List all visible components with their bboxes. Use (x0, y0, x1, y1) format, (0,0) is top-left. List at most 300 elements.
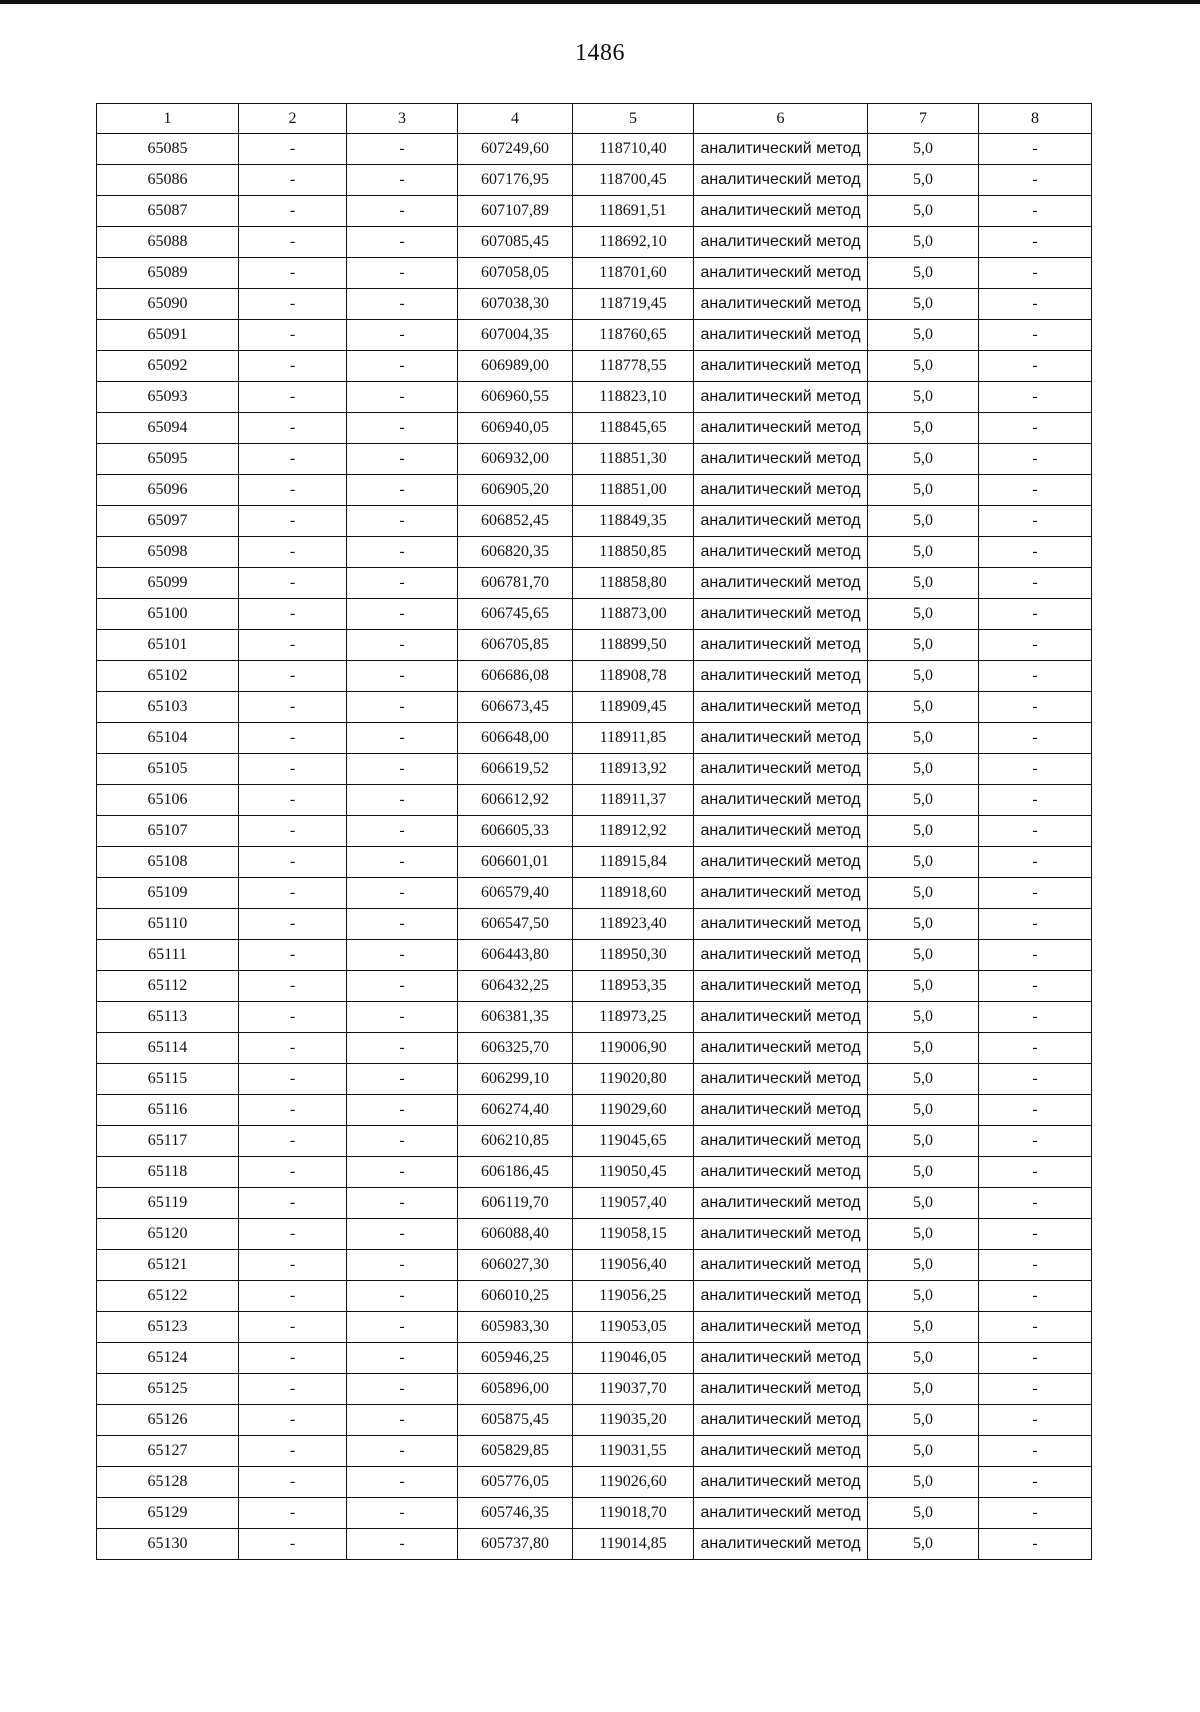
point-number-cell: 65118 (97, 1157, 239, 1188)
table-row (97, 1002, 1092, 1033)
table-row (97, 351, 1092, 382)
col8-value-cell: - (979, 723, 1092, 754)
method-cell: аналитический метод (694, 1250, 868, 1281)
x-coordinate-cell: 606579,40 (458, 878, 573, 909)
col2-value-cell: - (239, 1467, 347, 1498)
x-coordinate-cell: 606010,25 (458, 1281, 573, 1312)
col2-value-cell: - (239, 1374, 347, 1405)
col8-value-cell: - (979, 1343, 1092, 1374)
x-coordinate-cell: 605946,25 (458, 1343, 573, 1374)
table-row (97, 165, 1092, 196)
point-number-cell: 65126 (97, 1405, 239, 1436)
x-coordinate-cell: 606820,35 (458, 537, 573, 568)
col2-value-cell: - (239, 1250, 347, 1281)
col8-value-cell: - (979, 1219, 1092, 1250)
point-number-cell: 65114 (97, 1033, 239, 1064)
y-coordinate-cell: 118911,37 (573, 785, 694, 816)
point-number-cell: 65112 (97, 971, 239, 1002)
method-cell: аналитический метод (694, 971, 868, 1002)
col2-value-cell: - (239, 134, 347, 165)
accuracy-cell: 5,0 (868, 1126, 979, 1157)
table-row (97, 723, 1092, 754)
col2-value-cell: - (239, 382, 347, 413)
col8-value-cell: - (979, 1188, 1092, 1219)
col8-value-cell: - (979, 1250, 1092, 1281)
top-rule (0, 0, 1200, 4)
col3-value-cell: - (347, 1343, 458, 1374)
y-coordinate-cell: 119058,15 (573, 1219, 694, 1250)
x-coordinate-cell: 606960,55 (458, 382, 573, 413)
col8-value-cell: - (979, 1064, 1092, 1095)
y-coordinate-cell: 118909,45 (573, 692, 694, 723)
table-row (97, 630, 1092, 661)
point-number-cell: 65106 (97, 785, 239, 816)
col3-value-cell: - (347, 382, 458, 413)
col8-value-cell: - (979, 1374, 1092, 1405)
col2-value-cell: - (239, 1281, 347, 1312)
x-coordinate-cell: 605829,85 (458, 1436, 573, 1467)
col3-value-cell: - (347, 909, 458, 940)
col3-value-cell: - (347, 134, 458, 165)
col2-value-cell: - (239, 165, 347, 196)
x-coordinate-cell: 606432,25 (458, 971, 573, 1002)
y-coordinate-cell: 118760,65 (573, 320, 694, 351)
col3-value-cell: - (347, 1002, 458, 1033)
accuracy-cell: 5,0 (868, 971, 979, 1002)
x-coordinate-cell: 606673,45 (458, 692, 573, 723)
point-number-cell: 65129 (97, 1498, 239, 1529)
method-cell: аналитический метод (694, 909, 868, 940)
table-row (97, 1064, 1092, 1095)
point-number-cell: 65097 (97, 506, 239, 537)
col3-value-cell: - (347, 599, 458, 630)
col2-value-cell: - (239, 1498, 347, 1529)
point-number-cell: 65123 (97, 1312, 239, 1343)
point-number-cell: 65109 (97, 878, 239, 909)
method-cell: аналитический метод (694, 320, 868, 351)
col8-value-cell: - (979, 661, 1092, 692)
accuracy-cell: 5,0 (868, 165, 979, 196)
method-cell: аналитический метод (694, 1312, 868, 1343)
method-cell: аналитический метод (694, 1033, 868, 1064)
column-header-5: 5 (573, 104, 694, 134)
point-number-cell: 65105 (97, 754, 239, 785)
point-number-cell: 65130 (97, 1529, 239, 1560)
col8-value-cell: - (979, 289, 1092, 320)
point-number-cell: 65107 (97, 816, 239, 847)
accuracy-cell: 5,0 (868, 816, 979, 847)
y-coordinate-cell: 119014,85 (573, 1529, 694, 1560)
point-number-cell: 65087 (97, 196, 239, 227)
col3-value-cell: - (347, 816, 458, 847)
col2-value-cell: - (239, 1126, 347, 1157)
method-cell: аналитический метод (694, 413, 868, 444)
x-coordinate-cell: 605737,80 (458, 1529, 573, 1560)
table-row (97, 227, 1092, 258)
accuracy-cell: 5,0 (868, 692, 979, 723)
x-coordinate-cell: 607176,95 (458, 165, 573, 196)
method-cell: аналитический метод (694, 940, 868, 971)
point-number-cell: 65085 (97, 134, 239, 165)
col3-value-cell: - (347, 351, 458, 382)
col2-value-cell: - (239, 413, 347, 444)
y-coordinate-cell: 119006,90 (573, 1033, 694, 1064)
x-coordinate-cell: 606381,35 (458, 1002, 573, 1033)
x-coordinate-cell: 606605,33 (458, 816, 573, 847)
point-number-cell: 65093 (97, 382, 239, 413)
y-coordinate-cell: 118851,30 (573, 444, 694, 475)
col3-value-cell: - (347, 1436, 458, 1467)
y-coordinate-cell: 119020,80 (573, 1064, 694, 1095)
col2-value-cell: - (239, 754, 347, 785)
method-cell: аналитический метод (694, 816, 868, 847)
y-coordinate-cell: 118918,60 (573, 878, 694, 909)
y-coordinate-cell: 118691,51 (573, 196, 694, 227)
col2-value-cell: - (239, 1002, 347, 1033)
x-coordinate-cell: 606932,00 (458, 444, 573, 475)
col3-value-cell: - (347, 1529, 458, 1560)
x-coordinate-cell: 607249,60 (458, 134, 573, 165)
method-cell: аналитический метод (694, 1064, 868, 1095)
col8-value-cell: - (979, 630, 1092, 661)
method-cell: аналитический метод (694, 1405, 868, 1436)
method-cell: аналитический метод (694, 537, 868, 568)
x-coordinate-cell: 606686,08 (458, 661, 573, 692)
accuracy-cell: 5,0 (868, 785, 979, 816)
col8-value-cell: - (979, 196, 1092, 227)
y-coordinate-cell: 118710,40 (573, 134, 694, 165)
col8-value-cell: - (979, 971, 1092, 1002)
col3-value-cell: - (347, 1126, 458, 1157)
col3-value-cell: - (347, 196, 458, 227)
table-row (97, 1157, 1092, 1188)
x-coordinate-cell: 605776,05 (458, 1467, 573, 1498)
x-coordinate-cell: 606852,45 (458, 506, 573, 537)
y-coordinate-cell: 119056,40 (573, 1250, 694, 1281)
column-header-2: 2 (239, 104, 347, 134)
col3-value-cell: - (347, 568, 458, 599)
method-cell: аналитический метод (694, 258, 868, 289)
table-row (97, 1374, 1092, 1405)
method-cell: аналитический метод (694, 785, 868, 816)
accuracy-cell: 5,0 (868, 1219, 979, 1250)
col2-value-cell: - (239, 537, 347, 568)
table-row (97, 537, 1092, 568)
table-row (97, 847, 1092, 878)
y-coordinate-cell: 119050,45 (573, 1157, 694, 1188)
col8-value-cell: - (979, 1002, 1092, 1033)
x-coordinate-cell: 606325,70 (458, 1033, 573, 1064)
method-cell: аналитический метод (694, 847, 868, 878)
col8-value-cell: - (979, 878, 1092, 909)
table-row (97, 1405, 1092, 1436)
x-coordinate-cell: 606443,80 (458, 940, 573, 971)
accuracy-cell: 5,0 (868, 1188, 979, 1219)
table-row (97, 1219, 1092, 1250)
table-row (97, 320, 1092, 351)
y-coordinate-cell: 118912,92 (573, 816, 694, 847)
col3-value-cell: - (347, 971, 458, 1002)
accuracy-cell: 5,0 (868, 258, 979, 289)
y-coordinate-cell: 119057,40 (573, 1188, 694, 1219)
point-number-cell: 65096 (97, 475, 239, 506)
accuracy-cell: 5,0 (868, 413, 979, 444)
x-coordinate-cell: 607038,30 (458, 289, 573, 320)
col2-value-cell: - (239, 475, 347, 506)
y-coordinate-cell: 118849,35 (573, 506, 694, 537)
method-cell: аналитический метод (694, 692, 868, 723)
col8-value-cell: - (979, 692, 1092, 723)
x-coordinate-cell: 606705,85 (458, 630, 573, 661)
y-coordinate-cell: 119026,60 (573, 1467, 694, 1498)
table-row (97, 661, 1092, 692)
y-coordinate-cell: 119046,05 (573, 1343, 694, 1374)
table-row (97, 134, 1092, 165)
x-coordinate-cell: 606745,65 (458, 599, 573, 630)
accuracy-cell: 5,0 (868, 1405, 979, 1436)
y-coordinate-cell: 118850,85 (573, 537, 694, 568)
method-cell: аналитический метод (694, 599, 868, 630)
col8-value-cell: - (979, 382, 1092, 413)
table-row (97, 1529, 1092, 1560)
point-number-cell: 65108 (97, 847, 239, 878)
point-number-cell: 65110 (97, 909, 239, 940)
y-coordinate-cell: 118899,50 (573, 630, 694, 661)
method-cell: аналитический метод (694, 382, 868, 413)
col2-value-cell: - (239, 909, 347, 940)
method-cell: аналитический метод (694, 630, 868, 661)
method-cell: аналитический метод (694, 444, 868, 475)
table-row (97, 692, 1092, 723)
x-coordinate-cell: 606989,00 (458, 351, 573, 382)
table-row (97, 1281, 1092, 1312)
accuracy-cell: 5,0 (868, 1157, 979, 1188)
method-cell: аналитический метод (694, 506, 868, 537)
method-cell: аналитический метод (694, 1343, 868, 1374)
method-cell: аналитический метод (694, 878, 868, 909)
accuracy-cell: 5,0 (868, 351, 979, 382)
col8-value-cell: - (979, 847, 1092, 878)
x-coordinate-cell: 606781,70 (458, 568, 573, 599)
col8-value-cell: - (979, 1498, 1092, 1529)
table-row (97, 382, 1092, 413)
method-cell: аналитический метод (694, 165, 868, 196)
point-number-cell: 65121 (97, 1250, 239, 1281)
x-coordinate-cell: 606601,01 (458, 847, 573, 878)
accuracy-cell: 5,0 (868, 847, 979, 878)
table-row (97, 258, 1092, 289)
table-row (97, 1095, 1092, 1126)
table-body (97, 134, 1092, 1560)
col3-value-cell: - (347, 847, 458, 878)
point-number-cell: 65115 (97, 1064, 239, 1095)
method-cell: аналитический метод (694, 1188, 868, 1219)
point-number-cell: 65124 (97, 1343, 239, 1374)
col3-value-cell: - (347, 258, 458, 289)
col3-value-cell: - (347, 1095, 458, 1126)
point-number-cell: 65098 (97, 537, 239, 568)
y-coordinate-cell: 118915,84 (573, 847, 694, 878)
col2-value-cell: - (239, 1157, 347, 1188)
x-coordinate-cell: 606088,40 (458, 1219, 573, 1250)
column-header-1: 1 (97, 104, 239, 134)
y-coordinate-cell: 118950,30 (573, 940, 694, 971)
accuracy-cell: 5,0 (868, 1281, 979, 1312)
col8-value-cell: - (979, 537, 1092, 568)
y-coordinate-cell: 118851,00 (573, 475, 694, 506)
method-cell: аналитический метод (694, 1095, 868, 1126)
table-row (97, 1126, 1092, 1157)
col8-value-cell: - (979, 785, 1092, 816)
table-row (97, 1467, 1092, 1498)
col8-value-cell: - (979, 1126, 1092, 1157)
point-number-cell: 65092 (97, 351, 239, 382)
table-row (97, 816, 1092, 847)
col3-value-cell: - (347, 413, 458, 444)
col3-value-cell: - (347, 1188, 458, 1219)
x-coordinate-cell: 606648,00 (458, 723, 573, 754)
col8-value-cell: - (979, 506, 1092, 537)
accuracy-cell: 5,0 (868, 537, 979, 568)
accuracy-cell: 5,0 (868, 1033, 979, 1064)
col2-value-cell: - (239, 444, 347, 475)
col3-value-cell: - (347, 227, 458, 258)
col2-value-cell: - (239, 661, 347, 692)
point-number-cell: 65104 (97, 723, 239, 754)
y-coordinate-cell: 118873,00 (573, 599, 694, 630)
col2-value-cell: - (239, 630, 347, 661)
x-coordinate-cell: 605746,35 (458, 1498, 573, 1529)
accuracy-cell: 5,0 (868, 1436, 979, 1467)
table-row (97, 1033, 1092, 1064)
col3-value-cell: - (347, 475, 458, 506)
col8-value-cell: - (979, 754, 1092, 785)
accuracy-cell: 5,0 (868, 723, 979, 754)
col2-value-cell: - (239, 196, 347, 227)
col3-value-cell: - (347, 630, 458, 661)
col8-value-cell: - (979, 1467, 1092, 1498)
column-header-4: 4 (458, 104, 573, 134)
point-number-cell: 65086 (97, 165, 239, 196)
method-cell: аналитический метод (694, 568, 868, 599)
accuracy-cell: 5,0 (868, 1312, 979, 1343)
x-coordinate-cell: 606119,70 (458, 1188, 573, 1219)
y-coordinate-cell: 119029,60 (573, 1095, 694, 1126)
col3-value-cell: - (347, 940, 458, 971)
column-header-3: 3 (347, 104, 458, 134)
x-coordinate-cell: 606299,10 (458, 1064, 573, 1095)
col3-value-cell: - (347, 1157, 458, 1188)
y-coordinate-cell: 118858,80 (573, 568, 694, 599)
accuracy-cell: 5,0 (868, 227, 979, 258)
point-number-cell: 65127 (97, 1436, 239, 1467)
col3-value-cell: - (347, 1281, 458, 1312)
point-number-cell: 65100 (97, 599, 239, 630)
col3-value-cell: - (347, 537, 458, 568)
table-row (97, 878, 1092, 909)
col3-value-cell: - (347, 1312, 458, 1343)
y-coordinate-cell: 119018,70 (573, 1498, 694, 1529)
method-cell: аналитический метод (694, 134, 868, 165)
col8-value-cell: - (979, 940, 1092, 971)
table-row (97, 568, 1092, 599)
col3-value-cell: - (347, 1064, 458, 1095)
accuracy-cell: 5,0 (868, 568, 979, 599)
col8-value-cell: - (979, 165, 1092, 196)
col2-value-cell: - (239, 1529, 347, 1560)
col2-value-cell: - (239, 816, 347, 847)
table-row (97, 1498, 1092, 1529)
accuracy-cell: 5,0 (868, 754, 979, 785)
col3-value-cell: - (347, 289, 458, 320)
x-coordinate-cell: 606940,05 (458, 413, 573, 444)
accuracy-cell: 5,0 (868, 1498, 979, 1529)
x-coordinate-cell: 607058,05 (458, 258, 573, 289)
point-number-cell: 65091 (97, 320, 239, 351)
accuracy-cell: 5,0 (868, 382, 979, 413)
col8-value-cell: - (979, 320, 1092, 351)
accuracy-cell: 5,0 (868, 940, 979, 971)
table-row (97, 196, 1092, 227)
point-number-cell: 65116 (97, 1095, 239, 1126)
y-coordinate-cell: 118701,60 (573, 258, 694, 289)
accuracy-cell: 5,0 (868, 1250, 979, 1281)
accuracy-cell: 5,0 (868, 475, 979, 506)
table-header-row (97, 104, 1092, 134)
page-number: 1486 (575, 40, 625, 66)
y-coordinate-cell: 118908,78 (573, 661, 694, 692)
x-coordinate-cell: 606274,40 (458, 1095, 573, 1126)
table-row (97, 971, 1092, 1002)
method-cell: аналитический метод (694, 1219, 868, 1250)
col2-value-cell: - (239, 568, 347, 599)
col8-value-cell: - (979, 351, 1092, 382)
col8-value-cell: - (979, 1312, 1092, 1343)
accuracy-cell: 5,0 (868, 1064, 979, 1095)
column-header-7: 7 (868, 104, 979, 134)
table-row (97, 1250, 1092, 1281)
col3-value-cell: - (347, 165, 458, 196)
coordinates-table (96, 103, 1092, 1560)
y-coordinate-cell: 119037,70 (573, 1374, 694, 1405)
method-cell: аналитический метод (694, 1281, 868, 1312)
x-coordinate-cell: 606612,92 (458, 785, 573, 816)
y-coordinate-cell: 118973,25 (573, 1002, 694, 1033)
accuracy-cell: 5,0 (868, 1529, 979, 1560)
point-number-cell: 65125 (97, 1374, 239, 1405)
col3-value-cell: - (347, 1467, 458, 1498)
accuracy-cell: 5,0 (868, 1467, 979, 1498)
table-row (97, 413, 1092, 444)
y-coordinate-cell: 118692,10 (573, 227, 694, 258)
point-number-cell: 65117 (97, 1126, 239, 1157)
accuracy-cell: 5,0 (868, 1002, 979, 1033)
col8-value-cell: - (979, 909, 1092, 940)
col3-value-cell: - (347, 878, 458, 909)
y-coordinate-cell: 118923,40 (573, 909, 694, 940)
col3-value-cell: - (347, 1405, 458, 1436)
table-row (97, 1436, 1092, 1467)
x-coordinate-cell: 607107,89 (458, 196, 573, 227)
col8-value-cell: - (979, 1281, 1092, 1312)
col3-value-cell: - (347, 506, 458, 537)
accuracy-cell: 5,0 (868, 1374, 979, 1405)
y-coordinate-cell: 118700,45 (573, 165, 694, 196)
col3-value-cell: - (347, 754, 458, 785)
accuracy-cell: 5,0 (868, 134, 979, 165)
col3-value-cell: - (347, 1033, 458, 1064)
accuracy-cell: 5,0 (868, 444, 979, 475)
